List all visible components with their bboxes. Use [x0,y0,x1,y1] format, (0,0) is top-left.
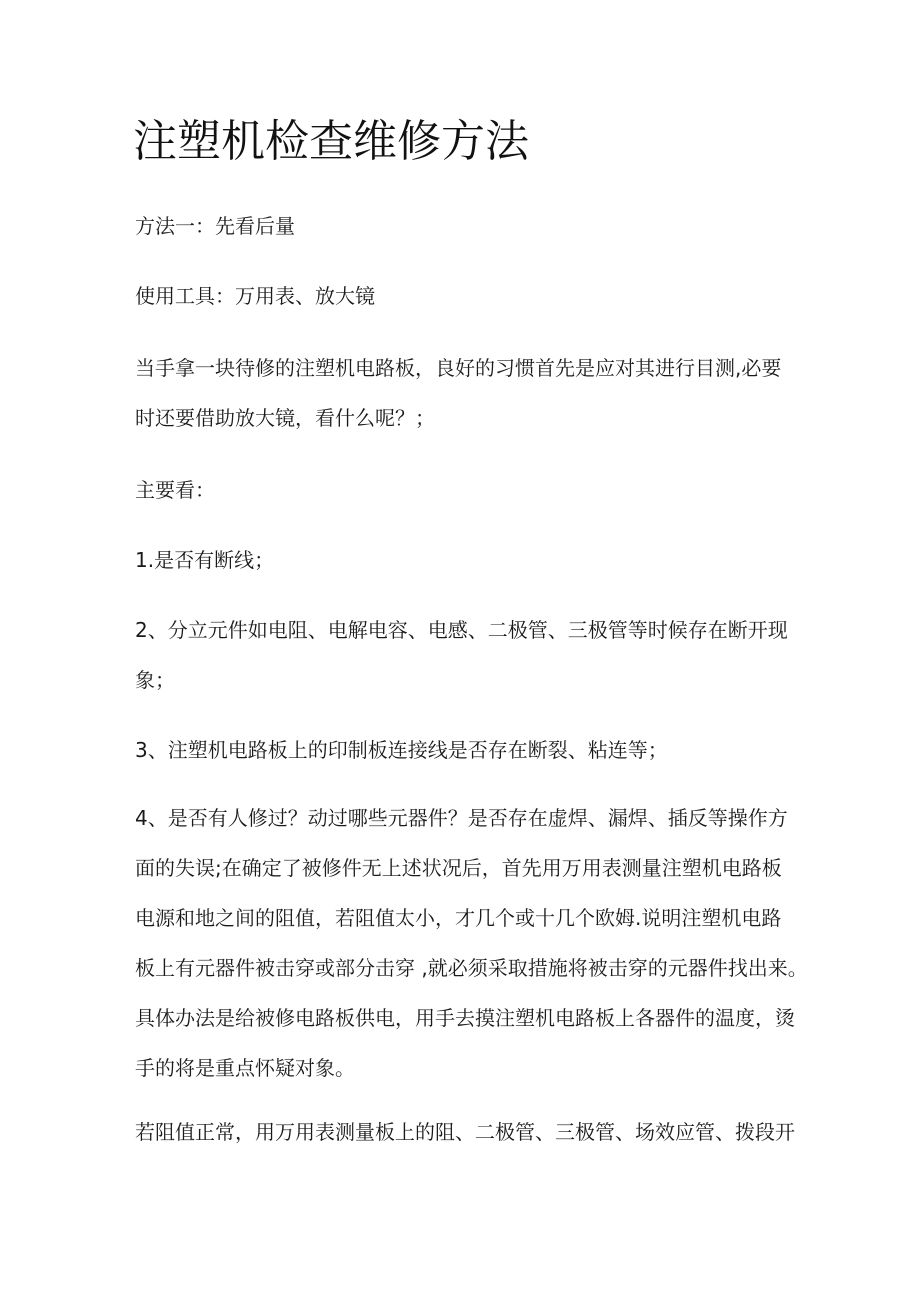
text-line: 主要看： [135,478,215,502]
text-line: 2、分立元件如电阻、电解电容、电感、二极管、三极管等时候存在断开现 [135,618,788,642]
document-title: 注塑机检查维修方法 [133,116,529,167]
paragraph-resistance-normal [135,1107,800,1157]
paragraph-tools [135,271,800,321]
paragraph-method-heading [135,201,800,251]
text-line: 4、是否有人修过？动过哪些元器件？是否存在虚焊、漏焊、插反等操作方 [135,806,788,830]
text-line: 电源和地之间的阻值，若阻值太小，才几个或十几个欧姆.说明注塑机电路 [135,906,782,930]
paragraph-main-look [135,465,800,515]
paragraph-intro [135,343,800,443]
text-line: 板上有元器件被击穿或部分击穿 ,就必须采取措施将被击穿的元器件找出来。 [135,956,808,980]
text-line: 象； [135,668,175,692]
paragraph-item-2 [135,605,800,705]
text-line: 面的失误;在确定了被修件无上述状况后，首先用万用表测量注塑机电路板 [135,856,782,880]
paragraph-item-4 [135,793,808,1093]
text-line: 当手拿一块待修的注塑机电路板，良好的习惯首先是应对其进行目测,必要 [135,356,782,380]
text-line: 3、注塑机电路板上的印制板连接线是否存在断裂、粘连等； [135,738,668,762]
text-line: 若阻值正常，用万用表测量板上的阻、二极管、三极管、场效应管、拨段开 [135,1120,795,1144]
text-line: 使用工具：万用表、放大镜 [135,284,375,308]
text-line: 方法一：先看后量 [135,214,295,238]
text-line: 手的将是重点怀疑对象。 [135,1056,355,1080]
paragraph-item-1 [135,535,800,585]
text-line: 时还要借助放大镜，看什么呢？； [135,406,435,430]
paragraph-item-3 [135,725,800,775]
text-line: 1.是否有断线； [135,548,275,572]
text-line: 具体办法是给被修电路板供电，用手去摸注塑机电路板上各器件的温度，烫 [135,1006,795,1030]
